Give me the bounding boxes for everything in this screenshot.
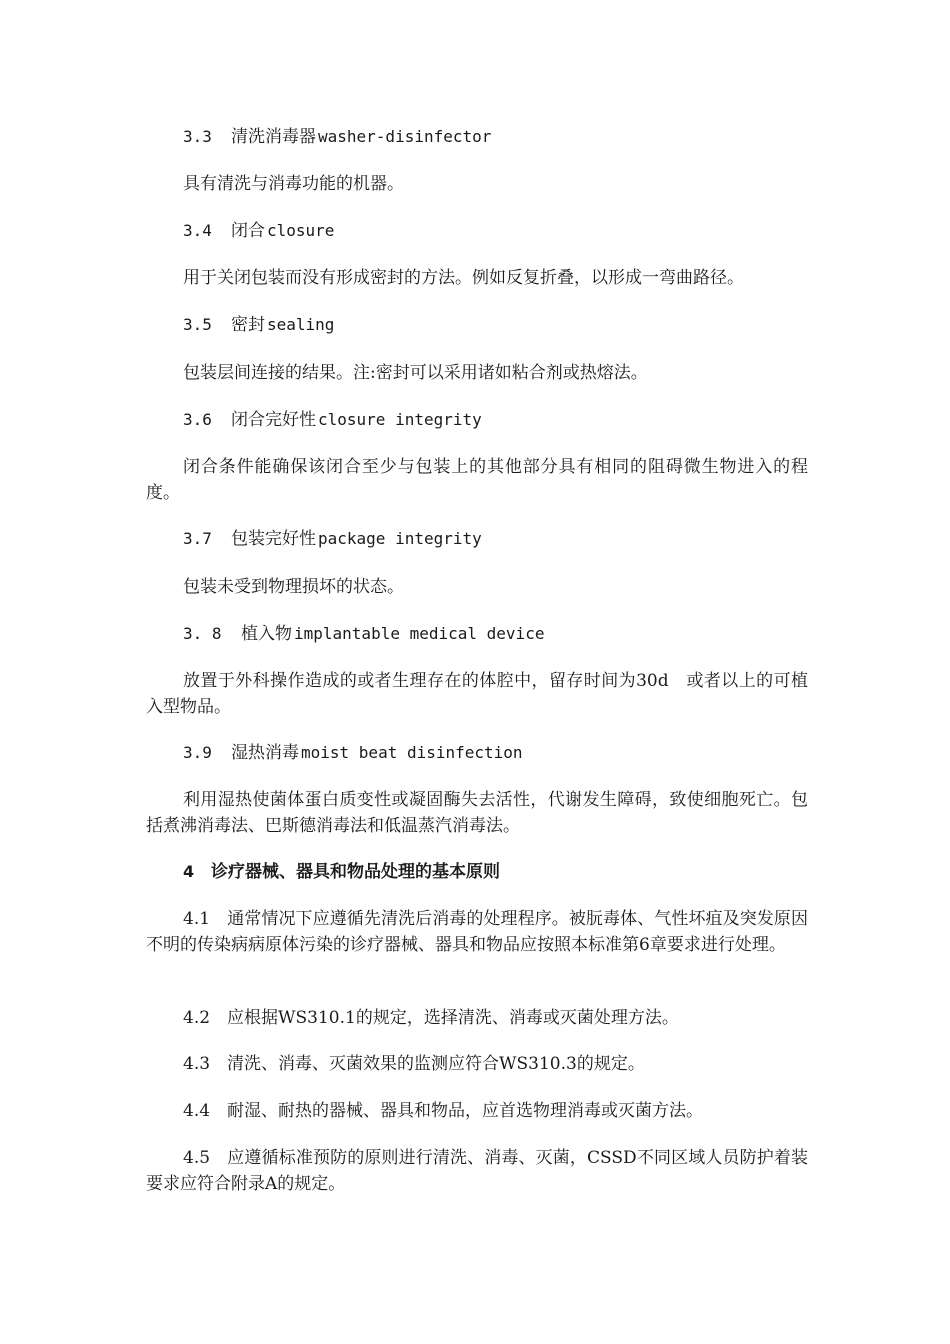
term-en: moist beat disinfection bbox=[301, 743, 523, 762]
definition-3-7: 包装未受到物理损坏的状态。 bbox=[183, 577, 404, 597]
section-number: 4 bbox=[183, 862, 195, 881]
term-3-8 bbox=[183, 622, 544, 646]
term-en: sealing bbox=[267, 315, 335, 334]
term-en: closure bbox=[267, 221, 335, 240]
term-zh: 闭合 bbox=[231, 221, 265, 241]
definition-3-6: 闭合条件能确保该闭合至少与包装上的其他部分具有相同的阻碍微生物进入的程度。 bbox=[146, 457, 808, 503]
term-zh: 密封 bbox=[231, 315, 265, 335]
section-number: 3.4 bbox=[183, 221, 212, 240]
term-zh: 清洗消毒器 bbox=[231, 127, 316, 147]
clause-4-5: 4.5 应遵循标准预防的原则进行清洗、消毒、灭菌，CSSD不同区域人员防护着装要求应符合附录A的规定。 bbox=[146, 1148, 808, 1194]
definition-3-5: 包装层间连接的结果。注:密封可以采用诸如粘合剂或热熔法。 bbox=[183, 363, 648, 383]
term-3-7 bbox=[183, 527, 482, 551]
section-title: 诊疗器械、器具和物品处理的基本原则 bbox=[211, 862, 500, 882]
term-en: implantable medical device bbox=[294, 624, 545, 643]
term-en: closure integrity bbox=[318, 410, 482, 429]
section-number: 3.5 bbox=[183, 315, 212, 334]
section-number: 3.6 bbox=[183, 410, 212, 429]
section-heading-4 bbox=[183, 860, 500, 884]
clause-4-4: 4.4 耐湿、耐热的器械、器具和物品，应首选物理消毒或灭菌方法。 bbox=[183, 1101, 704, 1121]
term-3-6 bbox=[183, 408, 482, 432]
term-zh: 湿热消毒 bbox=[231, 743, 299, 763]
clause-4-2: 4.2 应根据WS310.1的规定，选择清洗、消毒或灭菌处理方法。 bbox=[183, 1008, 679, 1028]
term-en: washer-disinfector bbox=[318, 127, 492, 146]
section-number: 3.9 bbox=[183, 743, 212, 762]
clause-4-1: 4.1 通常情况下应遵循先清洗后消毒的处理程序。被朊毒体、气性坏疽及突发原因不明的传染病病原体污染的诊疗器械、器具和物品应按照本标准第6章要求进行处理。 bbox=[146, 909, 808, 955]
definition-3-3: 具有清洗与消毒功能的机器。 bbox=[183, 174, 404, 194]
term-zh: 植入物 bbox=[241, 624, 292, 644]
section-number: 3. 8 bbox=[183, 624, 222, 643]
term-3-5 bbox=[183, 313, 334, 337]
section-number: 3.7 bbox=[183, 529, 212, 548]
term-zh: 包装完好性 bbox=[231, 529, 316, 549]
clause-4-3: 4.3 清洗、消毒、灭菌效果的监测应符合WS310.3的规定。 bbox=[183, 1054, 645, 1074]
definition-3-8: 放置于外科操作造成的或者生理存在的体腔中，留存时间为30d 或者以上的可植入型物品。 bbox=[146, 671, 808, 717]
term-3-3 bbox=[183, 125, 491, 149]
section-number: 3.3 bbox=[183, 127, 212, 146]
term-3-9 bbox=[183, 741, 523, 765]
term-3-4 bbox=[183, 219, 334, 243]
definition-3-4: 用于关闭包装而没有形成密封的方法。例如反复折叠，以形成一弯曲路径。 bbox=[183, 268, 744, 288]
term-zh: 闭合完好性 bbox=[231, 410, 316, 430]
term-en: package integrity bbox=[318, 529, 482, 548]
definition-3-9: 利用湿热使菌体蛋白质变性或凝固酶失去活性，代谢发生障碍，致使细胞死亡。包括煮沸消毒法、巴斯德消毒法和低温蒸汽消毒法。 bbox=[146, 790, 808, 836]
